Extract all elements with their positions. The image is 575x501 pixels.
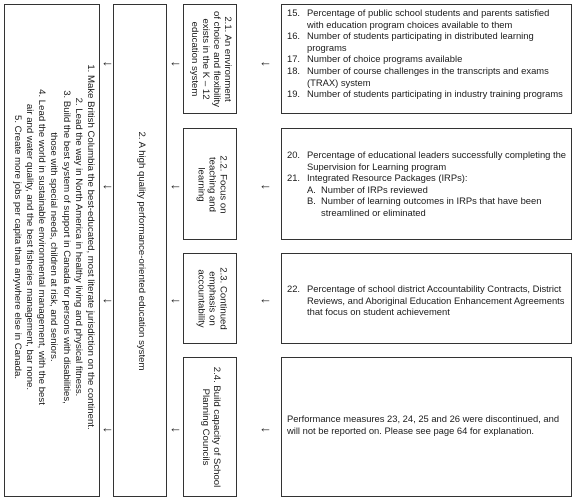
- goals-box: [4, 4, 100, 497]
- measure-item: 22. Percentage of school district Accountability Contracts, District Reviews, and Aboriginal Education Enhancement Agreements that focus on student achievement: [287, 283, 565, 318]
- sub-objective-box-3: [183, 253, 237, 344]
- measure-item: 21. Integrated Resource Packages (IRPs):: [287, 172, 468, 184]
- goal-line: 5. Create more jobs per capita than anywhere else in Canada.: [11, 115, 23, 379]
- goal-line: 1. Make British Columbia the best-educated, most literate jurisdiction on the continent.: [85, 64, 96, 430]
- sub-objective-text: [198, 359, 222, 495]
- measure-subitem: A. Number of IRPs reviewed: [307, 183, 428, 195]
- arrow-left-icon: ←: [101, 54, 114, 69]
- measure-item: 17. Number of choice programs available: [287, 53, 463, 65]
- arrow-left-icon: ←: [169, 54, 182, 69]
- measure-item: 16. Number of students participating in distributed learning programs: [287, 30, 534, 53]
- sub-objective-line: learning: [195, 167, 207, 202]
- sub-objective-line: emphasis on: [206, 271, 218, 326]
- measure-subitem: B. Number of learning outcomes in IRPs that have been streamlined or eliminated: [307, 195, 542, 218]
- objective-box: [113, 4, 167, 497]
- goal-line: those with special needs, children at risk, and seniors.: [48, 132, 60, 362]
- goal-line: air and water quality, and the best fisheries management, bar none.: [23, 103, 35, 391]
- measures-box-2: [281, 128, 572, 240]
- sub-objective-line: of choice and flexibility: [211, 11, 222, 107]
- sub-objective-line: exists in the K – 12: [200, 18, 211, 100]
- measure-item: 20. Percentage of educational leaders successfully completing the Supervision for Learning program: [287, 149, 567, 172]
- measures-box-3: [281, 253, 572, 344]
- measures-box-4: [281, 357, 572, 497]
- arrow-left-icon: ←: [101, 420, 114, 435]
- objective-text: 2. A high quality performance-oriented education system: [136, 131, 147, 371]
- arrow-left-icon: ←: [259, 54, 272, 69]
- arrow-left-icon: ←: [101, 177, 114, 192]
- sub-objective-line: 2.1. An environment: [222, 16, 233, 102]
- measure-item: 18. Number of course challenges in the transcripts and exams (TRAX) system: [287, 64, 549, 88]
- sub-objective-line: 2.4. Build capacity of School: [211, 366, 222, 488]
- goal-line: 4. Lead the world in sustainable environmental management, with the best: [36, 89, 48, 405]
- arrow-left-icon: ←: [169, 420, 182, 435]
- measure-note: Performance measures 23, 24, 25 and 26 were discontinued, and will not be reported on. Please see page 64 for explanation.: [287, 413, 560, 436]
- arrow-left-icon: ←: [259, 420, 272, 435]
- arrow-left-icon: ←: [259, 177, 272, 192]
- goal-line: 2. Lead the way in North America in healthy living and physical fitness.: [72, 97, 84, 397]
- arrow-left-icon: ←: [169, 177, 182, 192]
- sub-objective-box-1: [183, 4, 237, 114]
- measure-item: 15. Percentage of public school students and parents satisfied with education program choices available to them: [287, 7, 550, 30]
- sub-objective-line: teaching and: [206, 157, 218, 212]
- sub-objective-box-4: [183, 357, 237, 497]
- sub-objective-text: [194, 255, 229, 343]
- arrow-left-icon: ←: [101, 291, 114, 306]
- sub-objective-text: [194, 131, 229, 239]
- sub-objective-line: accountability: [195, 269, 207, 328]
- sub-objective-line: Planning Councils: [200, 388, 211, 466]
- measures-box-1: [281, 4, 572, 114]
- sub-objective-box-2: [183, 128, 237, 240]
- goals-text: [0, 7, 98, 487]
- sub-objective-line: education system: [189, 21, 200, 97]
- sub-objective-text: [187, 5, 233, 113]
- arrow-left-icon: ←: [259, 291, 272, 306]
- measure-item: 19. Number of students participating in industry training programs: [287, 88, 563, 100]
- arrow-left-icon: ←: [169, 291, 182, 306]
- goal-line: 3. Build the best system of support in Canada for persons with disabilities,: [60, 90, 72, 404]
- sub-objective-line: 2.3. Continued: [217, 267, 229, 330]
- sub-objective-line: 2.2. Focus on: [217, 155, 229, 214]
